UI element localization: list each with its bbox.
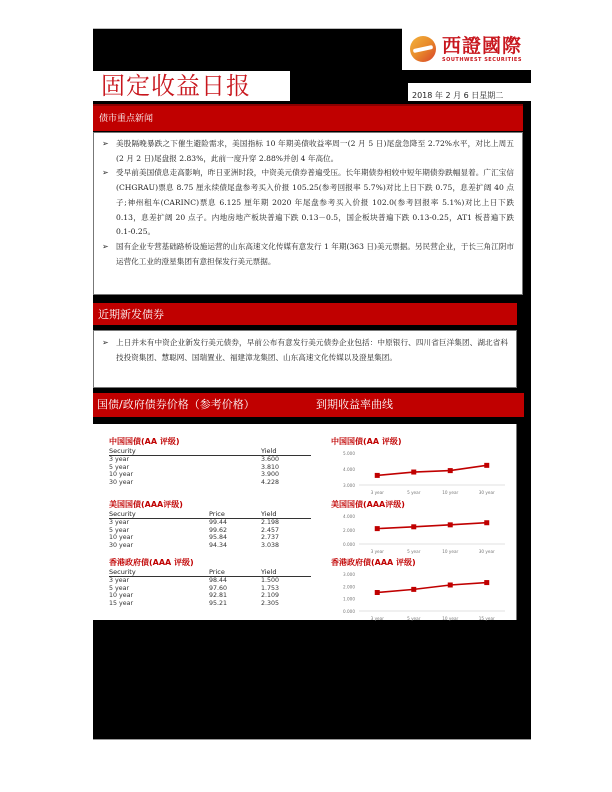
svg-text:10 year: 10 year xyxy=(442,616,459,621)
section-title-yield-curve: 到期收益率曲线 xyxy=(316,398,393,411)
list-item xyxy=(102,335,508,365)
news-list xyxy=(93,132,523,295)
news-text: 美股隔晚暴跌之下催生避险需求，美国指标 10 年期美债收益率周一(2 月 5 日)尾盘急降至 2.72%水平，对比上周五(2 月 2 日)尾盘报 2.83%，此前一度升穿 2.88%并创 4 年高位。 xyxy=(116,139,514,163)
svg-text:2.000: 2.000 xyxy=(343,584,355,590)
yield-curve-chart-us xyxy=(331,500,511,556)
report-date: 2018 年 2 月 6 日星期二 xyxy=(412,91,504,100)
list-item xyxy=(102,137,514,166)
svg-text:5.000: 5.000 xyxy=(343,451,355,456)
section-title: 近期新发债券 xyxy=(98,308,164,321)
table-row: 5 year 99.62 2.457 xyxy=(109,526,280,534)
bond-table-hk xyxy=(109,558,311,607)
table-header: Security Price Yield xyxy=(109,510,311,519)
table-header: Security Price Yield xyxy=(109,568,311,577)
section-header-new-issues xyxy=(93,303,517,325)
svg-text:15 year: 15 year xyxy=(478,616,495,621)
new-issues-list xyxy=(93,330,517,388)
bond-table-us xyxy=(109,500,311,549)
bullet-arrow-icon: ➢ xyxy=(102,168,109,178)
new-issue-text: 上日并未有中资企业新发行美元债券，早前公布有意发行美元债券企业包括：中原银行、四川省巨洋集团、湖北省科技投资集团、慧聪网、国瑞置业、福建漳龙集团、山东高速文化传媒以及澄星集团。 xyxy=(116,338,508,362)
table-row: 5 year 3.810 xyxy=(109,463,280,471)
chart-title: 中国国债(AA 评级) xyxy=(331,437,402,446)
logo-english-name: SOUTHWEST SECURITIES xyxy=(442,57,522,63)
svg-text:0.000: 0.000 xyxy=(343,609,355,614)
logo-mark-icon xyxy=(410,36,436,62)
bullet-arrow-icon: ➢ xyxy=(102,241,109,251)
section-title: 债市重点新闻 xyxy=(99,114,154,124)
yield-curve-chart-hk xyxy=(331,558,511,623)
chart-title: 美国国债(AAA评级) xyxy=(331,500,405,509)
bond-table-china xyxy=(109,437,311,486)
report-title-box xyxy=(93,71,290,101)
table-row: 30 year 4.228 xyxy=(109,478,280,486)
table-row: 3 year 3.600 xyxy=(109,456,280,463)
table-title: 香港政府债(AAA 评级) xyxy=(109,558,194,567)
company-logo xyxy=(402,28,538,70)
bullet-arrow-icon: ➢ xyxy=(102,338,109,347)
table-row: 3 year 99.44 2.198 xyxy=(109,519,280,526)
svg-text:30 year: 30 year xyxy=(478,490,495,495)
list-item xyxy=(102,166,514,240)
svg-text:4.000: 4.000 xyxy=(343,467,355,472)
svg-text:4.000: 4.000 xyxy=(343,514,355,519)
table-row: 15 year 95.21 2.305 xyxy=(109,599,280,607)
table-row: 30 year 94.34 3.038 xyxy=(109,541,280,549)
table-row: 10 year 3.900 xyxy=(109,471,280,479)
bullet-arrow-icon: ➢ xyxy=(102,139,109,148)
table-row: 10 year 95.84 2.737 xyxy=(109,534,280,542)
report-title: 固定收益日报 xyxy=(101,72,251,100)
news-text: 受早前美国债息走高影响，昨日亚洲时段，中资美元债券普遍受压。长年期债券相较中短年期债券跌幅显着。广汇宝信(CHGRAU)票息 8.75 厘永续债尾盘参考买入价报 105.25(参考回报率 5.7%)对比上日下跌 0.75，息差扩阔 40 点子;神州租车(CARINC)票息 6.125 厘年期 2020 年尾盘参考买入价报 102.0(参考回报率 5.1%)对比上日下跌 0.13，息差扩阔 20 点子。内地房地产板块普遍下跌 0.13－0.5，国企板块普遍下跌 0.13-0.25，AT1 板普遍下跌 0.1-0.25。 xyxy=(116,168,514,237)
svg-text:30 year: 30 year xyxy=(478,549,495,554)
news-text: 国有企业专营基础路桥设施运营的山东高速文化传媒有意发行 1 年期(363 日)美元票据。另民营企业，于长三角江阴市运营化工业的澄星集团有意担保发行美元票据。 xyxy=(116,241,514,266)
table-title: 中国国债(AA 评级) xyxy=(109,437,180,446)
svg-text:0.000: 0.000 xyxy=(343,542,355,547)
section-header-prices xyxy=(93,393,524,417)
line-chart xyxy=(331,510,511,556)
svg-text:3 year: 3 year xyxy=(370,549,384,554)
table-row: 5 year 97.60 1.753 xyxy=(109,584,280,592)
svg-text:5 year: 5 year xyxy=(407,549,421,554)
svg-text:3 year: 3 year xyxy=(370,616,384,621)
line-chart xyxy=(331,447,511,497)
svg-text:1.000: 1.000 xyxy=(343,596,355,602)
line-chart xyxy=(331,568,511,623)
table-header: Security Yield xyxy=(109,447,311,456)
section-header-news xyxy=(93,104,523,131)
report-date-box xyxy=(408,83,531,101)
section-title-prices: 国债/政府债券价格（参考价格） xyxy=(97,398,255,411)
table-title: 美国国债(AAA评级) xyxy=(109,500,183,509)
svg-text:3.000: 3.000 xyxy=(343,572,355,577)
svg-text:3.000: 3.000 xyxy=(343,483,355,488)
logo-chinese-name: 西證國際 xyxy=(442,35,523,57)
svg-text:5 year: 5 year xyxy=(407,490,421,495)
svg-text:5 year: 5 year xyxy=(407,616,421,621)
chart-title: 香港政府债(AAA 评级) xyxy=(331,558,416,567)
price-panel xyxy=(93,424,517,620)
svg-text:10 year: 10 year xyxy=(442,549,459,554)
list-item xyxy=(102,240,514,269)
table-row: 3 year 98.44 1.500 xyxy=(109,577,280,584)
svg-text:10 year: 10 year xyxy=(442,490,459,495)
svg-text:2.000: 2.000 xyxy=(343,528,355,533)
table-row: 10 year 92.81 2.109 xyxy=(109,592,280,600)
svg-text:3 year: 3 year xyxy=(370,490,384,495)
yield-curve-chart-china xyxy=(331,437,511,497)
